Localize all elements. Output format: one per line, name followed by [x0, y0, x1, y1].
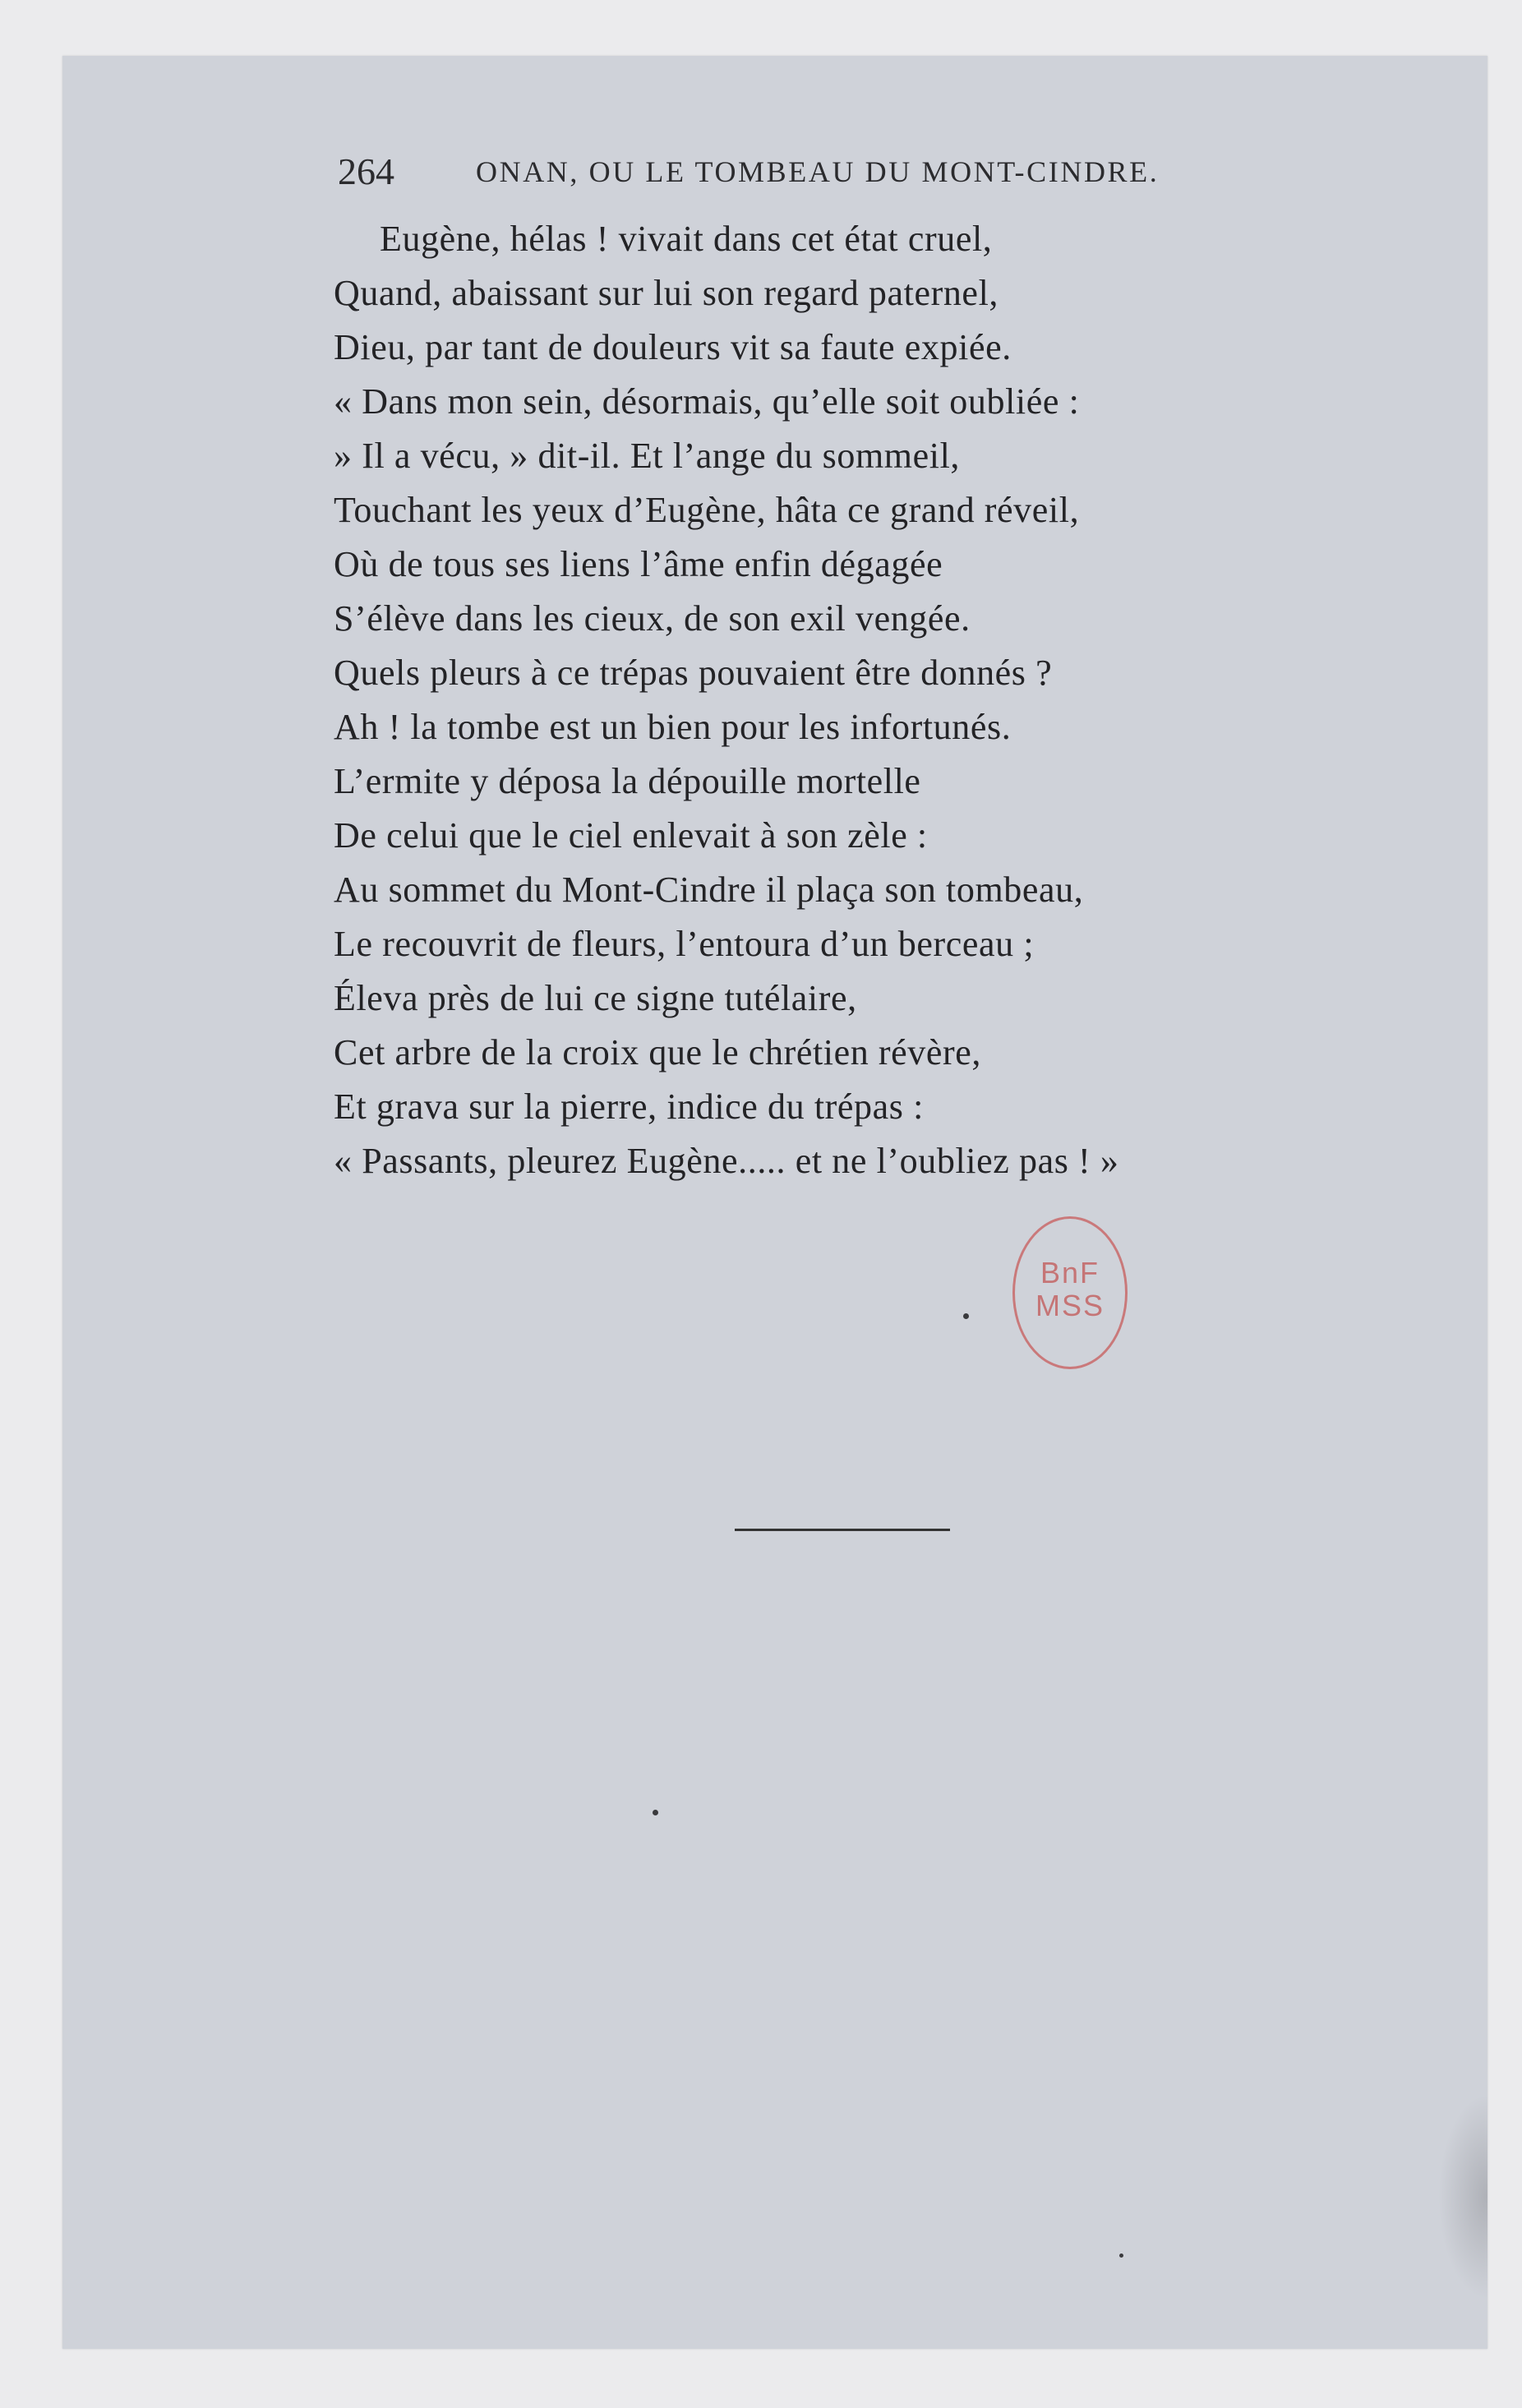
stamp-line-1: BnF	[1040, 1256, 1100, 1289]
poem-line: » Il a vécu, » dit-il. Et l’ange du sommeil,	[334, 436, 961, 476]
paper-stain	[1438, 2094, 1487, 2300]
ink-speck	[963, 1313, 969, 1319]
poem-line: Eugène, hélas ! vivait dans cet état cruel,	[380, 219, 993, 259]
ink-speck	[1119, 2253, 1123, 2258]
poem-line: Ah ! la tombe est un bien pour les infortunés.	[334, 707, 1012, 747]
page-number: 264	[338, 150, 394, 192]
ink-speck	[653, 1810, 658, 1815]
poem-line: Et grava sur la pierre, indice du trépas :	[334, 1086, 924, 1127]
poem-line: « Dans mon sein, désormais, qu’elle soit oubliée :	[334, 381, 1080, 422]
poem-line: Éleva près de lui ce signe tutélaire,	[334, 978, 857, 1018]
poem-line: Touchant les yeux d’Eugène, hâta ce grand réveil,	[334, 490, 1080, 530]
poem-line: « Passants, pleurez Eugène..... et ne l’oubliez pas ! »	[334, 1141, 1119, 1181]
poem-line: Cet arbre de la croix que le chrétien révère,	[334, 1032, 982, 1073]
header-title: ONAN, OU LE TOMBEAU DU MONT-CINDRE.	[476, 155, 1160, 188]
end-rule	[735, 1529, 950, 1531]
poem-line: Au sommet du Mont-Cindre il plaça son tombeau,	[334, 870, 1084, 910]
poem-text	[334, 212, 1119, 1188]
poem-line: Où de tous ses liens l’âme enfin dégagée	[334, 544, 943, 584]
library-stamp	[1012, 1216, 1128, 1369]
poem-line: Quand, abaissant sur lui son regard paternel,	[334, 273, 999, 313]
poem-line: Quels pleurs à ce trépas pouvaient être donnés ?	[334, 653, 1053, 693]
poem-line: L’ermite y déposa la dépouille mortelle	[334, 761, 921, 801]
poem-line: S’élève dans les cieux, de son exil vengée.	[334, 598, 971, 639]
poem-line: De celui que le ciel enlevait à son zèle :	[334, 815, 928, 856]
stamp-line-2: MSS	[1035, 1289, 1105, 1322]
poem-line: Dieu, par tant de douleurs vit sa faute expiée.	[334, 327, 1012, 367]
poem-line: Le recouvrit de fleurs, l’entoura d’un berceau ;	[334, 924, 1035, 964]
